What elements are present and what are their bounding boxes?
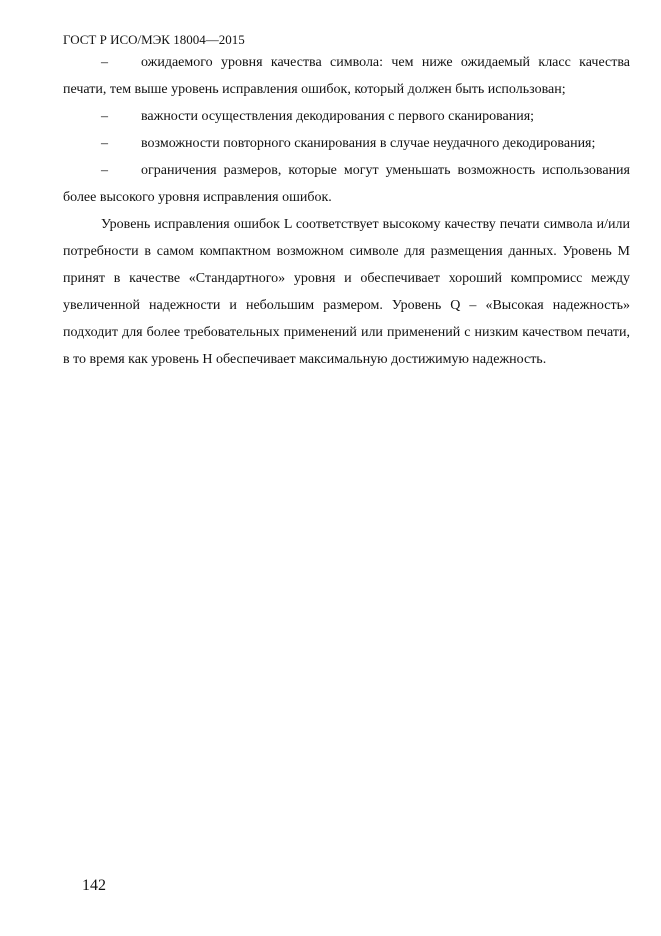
body-paragraph: Уровень исправления ошибок L соответствует высокому качеству печати символа и/или потребности в самом компактном возможном символе для размещения данных. Уровень M принят в качестве «Стандартного» уровня и обеспечивает хороший компромисс между увеличенной надежности и небольшим размером. Уровень Q – «Высокая надежность» подходит для более требовательных применений или применений с низким качеством печати, в то время как уровень H обеспечивает максимальную достижимую надежность.: [63, 217, 630, 367]
bullet-marker: –: [101, 136, 108, 151]
document-header: ГОСТ Р ИСО/МЭК 18004—2015: [63, 32, 245, 47]
bullet-text: важности осуществления декодирования с первого сканирования;: [141, 109, 535, 124]
bullet-text: ограничения размеров, которые могут уменьшать возможность использования более высокого уровня исправления ошибок.: [63, 163, 630, 205]
bullet-item-size-limits: [63, 157, 630, 211]
bullet-marker: –: [101, 55, 108, 70]
bullet-text: возможности повторного сканирования в случае неудачного декодирования;: [141, 136, 596, 151]
bullet-item-quality: [63, 49, 630, 103]
page-number: 142: [82, 877, 106, 894]
bullet-item-first-scan: [63, 103, 630, 130]
document-body: [63, 49, 630, 373]
bullet-marker: –: [101, 163, 108, 178]
bullet-marker: –: [101, 109, 108, 124]
bullet-item-rescan: [63, 130, 630, 157]
bullet-text: ожидаемого уровня качества символа: чем ниже ожидаемый класс качества печати, тем выше уровень исправления ошибок, который должен быть использован;: [63, 55, 630, 97]
